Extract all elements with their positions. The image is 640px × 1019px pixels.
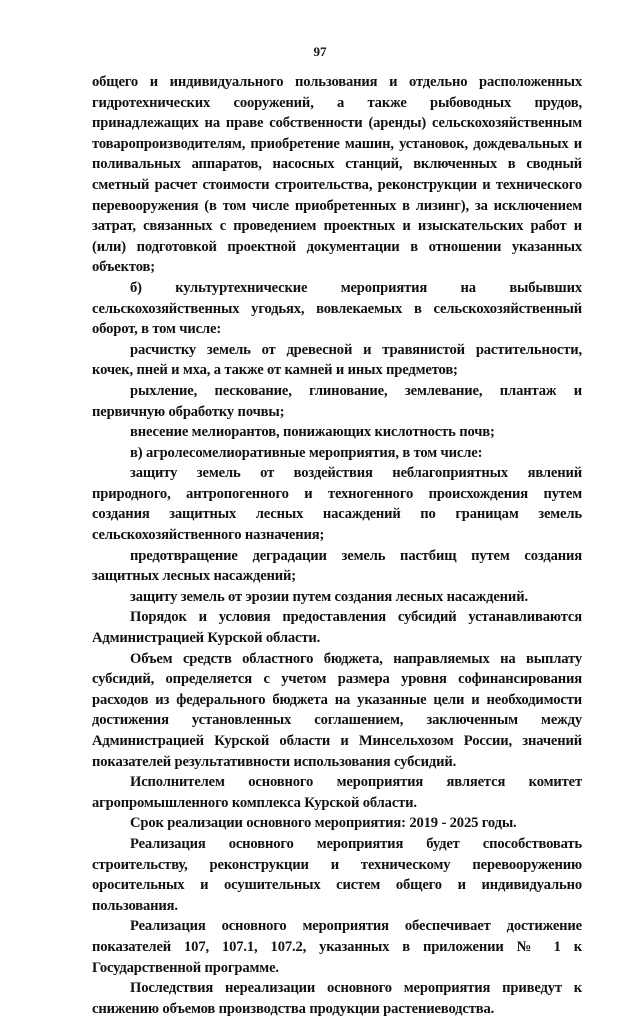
paragraph: Порядок и условия предоставления субсидий устанавливаются Администрацией Курской области. — [92, 609, 582, 647]
paragraph: общего и индивидуального пользования и отдельно расположенных гидротехнических сооружений, а также рыбоводных прудов, принадлежащих на праве собственности (аренды) сельскохозяйственным товаропроизводителям, приобретение машин, установок, дождевальных и поливальных аппаратов, насосных станций, включенных в сводный сметный расчет стоимости строительства, реконструкции и технического перевооружения (в том числе приобретенных в лизинг), за исключением затрат, связанных с проведением проектных и изыскательских работ и (или) подготовкой проектной документации в отношении указанных объектов; — [92, 74, 582, 276]
paragraph: в) агролесомелиоративные мероприятия, в том числе: — [130, 444, 483, 461]
paragraph: Последствия нереализации основного мероприятия приведут к снижению объемов производства продукции растениеводства. — [92, 980, 582, 1017]
paragraph: Исполнителем основного мероприятия является комитет агропромышленного комплекса Курской области. — [92, 774, 582, 811]
paragraph: предотвращение деградации земель пастбищ путем создания защитных лесных насаждений; — [92, 547, 582, 585]
page-number: 97 — [313, 44, 327, 59]
paragraph: Объем средств областного бюджета, направляемых на выплату субсидий, определяется с учетом размера уровня софинансирования расходов из федерального бюджета на указанные цели и необходимости достижения установленных соглашением, заключенным между Администрацией Курской области и Минсельхозом России, значений показателей результативности использования субсидий. — [92, 650, 582, 770]
paragraph: Срок реализации основного мероприятия: 2019 - 2025 годы. — [130, 815, 517, 832]
paragraph: Реализация основного мероприятия обеспечивает достижение показателей 107, 107.1, 107.2, указанных в приложении № 1 к Государственной программе. — [92, 918, 582, 976]
body-text — [92, 72, 582, 1019]
paragraph: расчистку земель от древесной и травянистой растительности, кочек, пней и мха, а также от камней и иных предметов; — [92, 341, 582, 379]
paragraph: Реализация основного мероприятия будет способствовать строительству, реконструкции и техническому перевооружению оросительных и осушительных систем общего и индивидуально пользования. — [92, 835, 582, 914]
paragraph: внесение мелиорантов, понижающих кислотность почв; — [130, 424, 495, 441]
paragraph: б) культуртехнические мероприятия на выбывших сельскохозяйственных угодьях, вовлекаемых в сельскохозяйственный оборот, в том числе: — [92, 279, 582, 338]
paragraph: защиту земель от эрозии путем создания лесных насаждений. — [130, 588, 528, 605]
paragraph: защиту земель от воздействия неблагоприятных явлений природного, антропогенного и техногенного происхождения путем создания защитных лесных насаждений по границам земель сельскохозяйственного назначения; — [92, 465, 582, 544]
paragraph: рыхление, пескование, глинование, землевание, плантаж и первичную обработку почвы; — [92, 382, 582, 420]
